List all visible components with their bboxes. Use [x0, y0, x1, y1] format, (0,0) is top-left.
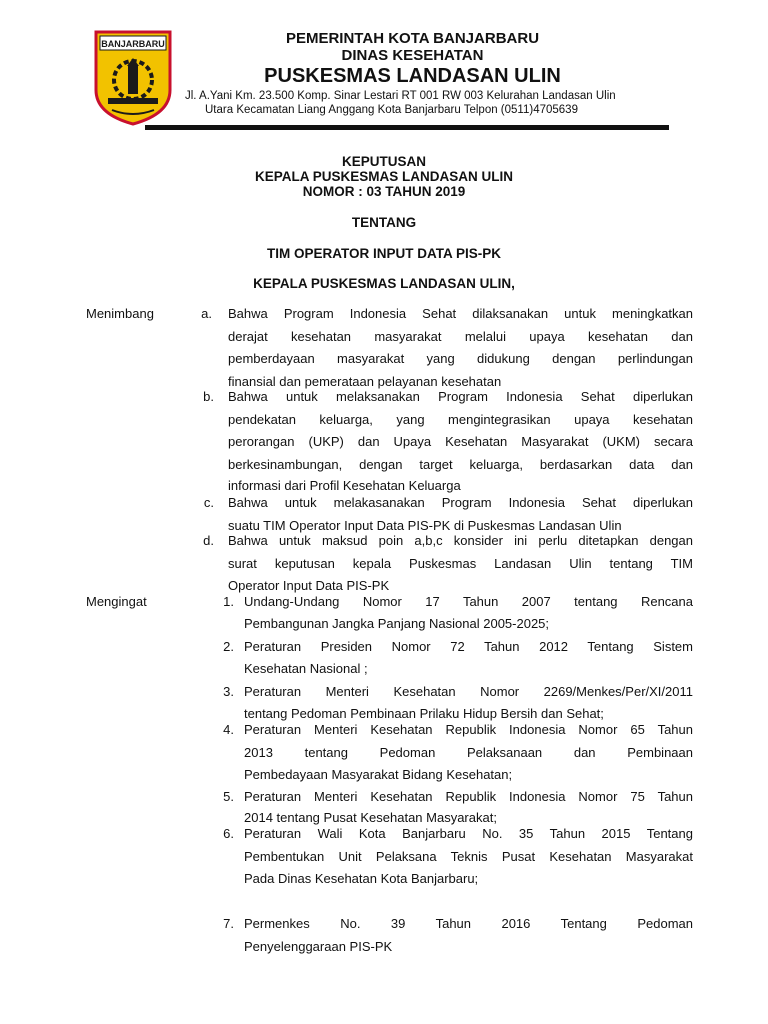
menimbang-b-line-5: informasi dari Profil Kesehatan Keluarga: [228, 478, 461, 493]
header-institution: PUSKESMAS LANDASAN ULIN: [264, 65, 561, 87]
mengingat-2-line-2: Kesehatan Nasional ;: [244, 661, 368, 676]
mengingat-5-line-1: Peraturan Menteri Kesehatan Republik Indonesia Nomor 75 Tahun: [244, 789, 693, 804]
menimbang-a-line-2: derajat kesehatan masyarakat melalui upaya kesehatan dan: [228, 329, 693, 344]
decree-subject: TIM OPERATOR INPUT DATA PIS-PK: [266, 246, 501, 261]
menimbang-label: Menimbang: [86, 306, 154, 321]
mengingat-mark-1: 1.: [223, 594, 234, 609]
mengingat-4-line-3: Pembedayaan Masyarakat Bidang Kesehatan;: [244, 767, 513, 782]
menimbang-d-line-1: Bahwa untuk maksud poin a,b,c konsider ini perlu ditetapkan dengan: [228, 533, 693, 548]
mengingat-5-line-2: 2014 tentang Pusat Kesehatan Masyarakat;: [244, 810, 497, 825]
letterhead-rule: [145, 125, 669, 130]
logo-text: BANJARBARU: [101, 39, 165, 49]
menimbang-b-line-3: perorangan (UKP) dan Upaya Kesehatan Masyarakat (UKM) secara: [228, 434, 693, 449]
header-address-line-2: Utara Kecamatan Liang Anggang Kota Banjarbaru Telpon (0511)4705639: [205, 104, 578, 116]
menimbang-c-line-2: suatu TIM Operator Input Data PIS-PK di Puskesmas Landasan Ulin: [228, 518, 622, 533]
mengingat-mark-5: 5.: [223, 789, 234, 804]
mengingat-mark-2: 2.: [223, 639, 234, 654]
mengingat-3-line-2: tentang Pedoman Pembinaan Prilaku Hidup Bersih dan Sehat;: [244, 706, 604, 721]
decree-about-label: TENTANG: [351, 215, 417, 230]
menimbang-b-line-2: pendekatan keluarga, yang mengintegrasikan upaya kesehatan: [228, 412, 693, 427]
menimbang-mark-d: d.: [203, 533, 214, 548]
menimbang-d-line-2: surat keputusan kepala Puskesmas Landasan Ulin tentang TIM: [228, 556, 693, 571]
mengingat-1-line-1: Undang-Undang Nomor 17 Tahun 2007 tentang Rencana: [244, 594, 693, 609]
mengingat-label: Mengingat: [86, 594, 147, 609]
mengingat-3-line-1: Peraturan Menteri Kesehatan Nomor 2269/Menkes/Per/XI/2011: [244, 684, 693, 699]
decree-issuer: KEPALA PUSKESMAS LANDASAN ULIN: [254, 169, 513, 184]
mengingat-6-line-3: Pada Dinas Kesehatan Kota Banjarbaru;: [244, 871, 479, 886]
mengingat-4-line-2: 2013 tentang Pedoman Pelaksanaan dan Pembinaan: [244, 745, 693, 760]
menimbang-a-line-4: finansial dan pemerataan pelayanan kesehatan: [228, 374, 502, 389]
menimbang-a-line-3: pemberdayaan masyarakat yang didukung dengan perlindungan: [228, 351, 693, 366]
menimbang-a-line-1: Bahwa Program Indonesia Sehat dilaksanakan untuk meningkatkan: [228, 306, 693, 321]
mengingat-2-line-1: Peraturan Presiden Nomor 72 Tahun 2012 Tentang Sistem: [244, 639, 693, 654]
mengingat-6-line-1: Peraturan Wali Kota Banjarbaru No. 35 Tahun 2015 Tentang: [244, 826, 693, 841]
decree-head-heading: KEPALA PUSKESMAS LANDASAN ULIN,: [253, 276, 515, 291]
menimbang-d-line-3: Operator Input Data PIS-PK: [228, 578, 390, 593]
menimbang-mark-c: c.: [203, 495, 214, 510]
decree-number: NOMOR : 03 TAHUN 2019: [302, 184, 466, 199]
banjarbaru-city-logo: [92, 28, 174, 126]
header-government: PEMERINTAH KOTA BANJARBARU: [285, 30, 540, 47]
mengingat-7-line-1: Permenkes No. 39 Tahun 2016 Tentang Pedoman: [244, 916, 693, 931]
mengingat-7-line-2: Penyelenggaraan PIS-PK: [244, 939, 393, 954]
header-address-line-1: Jl. A.Yani Km. 23.500 Komp. Sinar Lestari RT 001 RW 003 Kelurahan Landasan Ulin: [185, 90, 616, 102]
mengingat-1-line-2: Pembangunan Jangka Panjang Nasional 2005-2025;: [244, 616, 550, 631]
mengingat-4-line-1: Peraturan Menteri Kesehatan Republik Indonesia Nomor 65 Tahun: [244, 722, 693, 737]
mengingat-mark-7: 7.: [223, 916, 234, 931]
header-department: DINAS KESEHATAN: [341, 47, 484, 64]
mengingat-mark-3: 3.: [223, 684, 234, 699]
mengingat-mark-6: 6.: [223, 826, 234, 841]
decree-title: KEPUTUSAN: [341, 154, 426, 169]
menimbang-mark-a: a.: [201, 306, 212, 321]
mengingat-6-line-2: Pembentukan Unit Pelaksana Teknis Pusat Kesehatan Masyarakat: [244, 849, 693, 864]
menimbang-c-line-1: Bahwa untuk melakasanakan Program Indonesia Sehat diperlukan: [228, 495, 693, 510]
mengingat-mark-4: 4.: [223, 722, 234, 737]
menimbang-mark-b: b.: [203, 389, 214, 404]
menimbang-b-line-4: berkesinambungan, dengan target keluarga, berdasarkan data dan: [228, 457, 693, 472]
menimbang-b-line-1: Bahwa untuk melaksanakan Program Indonesia Sehat diperlukan: [228, 389, 693, 404]
